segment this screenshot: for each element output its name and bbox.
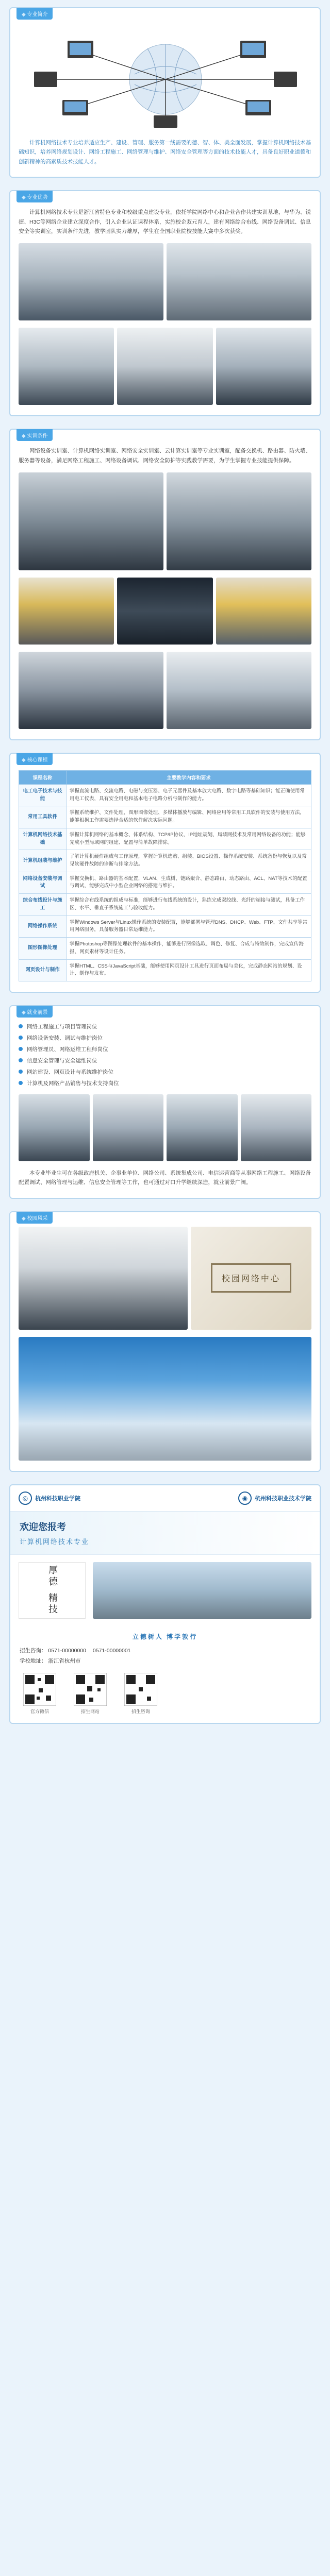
school-name: 杭州科技职业技术学院 (255, 1495, 311, 1502)
qr-label: 招生咨询 (131, 1708, 150, 1714)
lab-photo (167, 243, 311, 320)
course-name: 网页设计与制作 (19, 959, 67, 981)
network-cabinet-photo (117, 578, 212, 645)
qr-code-icon (23, 1673, 56, 1706)
qr-code-icon (74, 1673, 107, 1706)
table-row (19, 850, 311, 872)
course-desc: 掌握HTML、CSS与JavaScript基础，能够使用网页设计工具进行页面布局与美化，完成静态网站的规划、设计、制作与发布。 (67, 959, 311, 981)
phone-number: 0571-00000000 (48, 1647, 86, 1654)
address-label: 学校地址： (20, 1657, 47, 1664)
intro-text: 计算机网络技术专业培养适应生产、建设、管理、服务第一线需要的德、智、体、美全面发展，掌握计算机网络技术基础知识，培养网络规划设计、网络工程施工、网络管理与维护、网络安全管理等方面的技术技能人才，具备良好职业道德和创新精神的高素质技术技能人才。 (19, 140, 311, 165)
contact-header (10, 1485, 320, 1512)
jobs-text: 本专业毕业生可在各级政府机关、企事业单位、网络公司、系统集成公司、电信运营商等从事网络工程施工、网络设备配置调试、网络管理与运维、信息安全管理等工作，也可通过对口升学继续深造，就业前景广阔。 (19, 1170, 311, 1186)
course-desc: 掌握直流电路、交流电路、电磁与变压器、电子元器件及基本放大电路、数字电路等基础知识；能正确使用常用电工仪表，具有安全用电和基本电子电路分析与制作的能力。 (67, 785, 311, 806)
lab-photo (216, 328, 311, 405)
course-name: 计算机网络技术基础 (19, 828, 67, 850)
network-illustration (19, 23, 311, 131)
workplace-photo (167, 1094, 238, 1161)
table-row (19, 872, 311, 893)
jobs-list (19, 1023, 311, 1087)
section-campus (9, 1211, 321, 1472)
course-name: 综合布线设计与施工 (19, 894, 67, 916)
section-tag: ◆ 就业前景 (16, 1006, 53, 1018)
bullet-icon (19, 1081, 23, 1085)
banner (10, 1512, 320, 1555)
phone-label: 招生咨询： (20, 1647, 47, 1654)
job-label: 网络设备安装、调试与维护岗位 (27, 1035, 103, 1041)
contact-card (9, 1484, 321, 1724)
course-name: 网络设备安装与调试 (19, 872, 67, 893)
qr-block (120, 1673, 162, 1715)
plaque: 校园网络中心 (211, 1263, 291, 1293)
section-advantages (9, 190, 321, 416)
list-item (19, 1023, 311, 1030)
course-name: 电工电子技术与技能 (19, 785, 67, 806)
worker-photo (216, 578, 311, 645)
table-row (19, 938, 311, 959)
advantages-text: 计算机网络技术专业是浙江省特色专业和校级重点建设专业，依托学院网络中心和企业合作共建实训基地，与华为、锐捷、H3C等网络企业建立深度合作，引入企业认证课程体系，实施校企双元育人，建有网络综合布线、网络设备调试、信息安全等实训室，实训条件先进，教学团队实力雄厚，学生在全国职业院校技能大赛中多次获奖。 (19, 209, 311, 234)
lab-photo (19, 328, 114, 405)
bullet-icon (19, 1047, 23, 1051)
school-emblem-icon: ◉ (238, 1492, 252, 1505)
table-row (19, 828, 311, 850)
column-header: 课程名称 (19, 771, 67, 785)
qr-code-icon (124, 1673, 157, 1706)
computer-lab-photo (19, 1227, 188, 1330)
contact-lines (10, 1646, 320, 1673)
section-training (9, 429, 321, 740)
section-tag: ◆ 专业优势 (16, 191, 53, 202)
bullet-icon (19, 1070, 23, 1074)
course-desc: 掌握综合布线系统的组成与标准，能够进行布线系统的设计，熟练完成双绞线、光纤的端接与测试，具备工作区、水平、垂直子系统施工与验收能力。 (67, 894, 311, 916)
course-name: 计算机组装与维护 (19, 850, 67, 872)
course-name: 网络操作系统 (19, 916, 67, 937)
section-jobs (9, 1005, 321, 1199)
workplace-photo (19, 1094, 90, 1161)
training-text: 网络设备实训室、计算机网络实训室、网络安全实训室、云计算实训室等专业实训室，配备交换机、路由器、防火墙、服务器等设备，满足网络工程施工、网络设备调试、网络安全防护等实践教学需要，为学生掌握专业技能提供保障。 (19, 448, 311, 464)
lab-photo (117, 328, 212, 405)
job-label: 网站建设、网页设计与系统维护岗位 (27, 1069, 113, 1075)
bullet-icon (19, 1024, 23, 1028)
computer-room-photo (19, 1337, 311, 1461)
contact-body (10, 1555, 320, 1628)
list-item (19, 1057, 311, 1064)
qr-block (19, 1673, 61, 1715)
contact-info (93, 1562, 311, 1619)
phone-number: 0571-00000001 (92, 1647, 131, 1654)
workplace-photo (93, 1094, 164, 1161)
address-value: 浙江省杭州市 (48, 1657, 81, 1664)
list-item (19, 1034, 311, 1042)
list-item (19, 1068, 311, 1076)
campus-building-photo (93, 1562, 311, 1619)
address-line (20, 1656, 310, 1667)
course-desc: 掌握计算机网络的基本概念、体系结构、TCP/IP协议、IP地址规划、局域网技术及常用网络设备的功能；能够完成小型局域网的组建、配置与简单故障排除。 (67, 828, 311, 850)
table-row (19, 806, 311, 828)
courses-table (19, 770, 311, 981)
table-row (19, 894, 311, 916)
list-item (19, 1045, 311, 1053)
job-label: 网络工程施工与项目管理岗位 (27, 1023, 97, 1030)
equipment-rack-photo (19, 472, 163, 570)
equipment-rack-photo (19, 652, 163, 729)
classroom-photo (19, 243, 163, 320)
course-desc: 掌握Windows Server与Linux操作系统的安装配置，能够部署与管理DNS、DHCP、Web、FTP、文件共享等常用网络服务，具备服务器日常运维能力。 (67, 916, 311, 937)
course-desc: 了解计算机硬件组成与工作原理，掌握计算机选购、组装、BIOS设置、操作系统安装、系统备份与恢复以及常见软硬件故障的诊断与排除方法。 (67, 850, 311, 872)
school-short-name: 杭州科技职业学院 (35, 1495, 80, 1502)
qr-label: 招生网站 (80, 1708, 100, 1714)
bullet-icon (19, 1058, 23, 1062)
banner-title: 欢迎您报考 (20, 1521, 66, 1532)
section-tag: ◆ 专业简介 (16, 8, 53, 20)
job-label: 计算机及网络产品销售与技术支持岗位 (27, 1080, 119, 1087)
course-name: 常用工具软件 (19, 806, 67, 828)
bullet-icon (19, 1036, 23, 1040)
table-row (19, 785, 311, 806)
course-desc: 掌握Photoshop等图像处理软件的基本操作，能够进行图像选取、调色、修复、合成与特效制作，完成宣传海报、网页素材等设计任务。 (67, 938, 311, 959)
section-intro (9, 7, 321, 178)
school-logo (19, 1492, 80, 1505)
table-row (19, 916, 311, 937)
table-row (19, 959, 311, 981)
qr-block (69, 1673, 111, 1715)
plaque-photo (191, 1227, 311, 1330)
job-label: 信息安全管理与安全运维岗位 (27, 1057, 97, 1064)
slogan: 立德树人 博学敦行 (132, 1633, 198, 1640)
course-desc: 掌握交换机、路由器的基本配置，VLAN、生成树、链路聚合、静态路由、动态路由、ACL、NAT等技术的配置与调试，能够完成中小型企业网络的搭建与维护。 (67, 872, 311, 893)
school-logo (238, 1492, 311, 1505)
qr-label: 官方微信 (30, 1708, 49, 1714)
equipment-rack-photo (167, 472, 311, 570)
banner-subtitle: 计算机网络技术专业 (20, 1537, 90, 1546)
workplace-photo (241, 1094, 312, 1161)
section-courses (9, 753, 321, 993)
course-name: 图形图像处理 (19, 938, 67, 959)
list-item (19, 1079, 311, 1087)
qr-row (10, 1673, 320, 1723)
section-tag: ◆ 核心课程 (16, 753, 53, 765)
section-tag: ◆ 校园风采 (16, 1212, 53, 1224)
device-photo (167, 652, 311, 729)
section-tag: ◆ 实训条件 (16, 429, 53, 441)
motto: 厚德 精技 (19, 1562, 86, 1619)
course-desc: 掌握系统维护、文件处理、图形图像处理、多媒体播放与编辑、网络应用等常用工具软件的安装与使用方法，能够根据工作需要选择合适的软件解决实际问题。 (67, 806, 311, 828)
school-emblem-icon: ◎ (19, 1492, 32, 1505)
job-label: 网络管理员、网络运维工程师岗位 (27, 1046, 108, 1053)
worker-photo (19, 578, 114, 645)
phone-line (20, 1646, 310, 1656)
column-header: 主要教学内容和要求 (67, 771, 311, 785)
